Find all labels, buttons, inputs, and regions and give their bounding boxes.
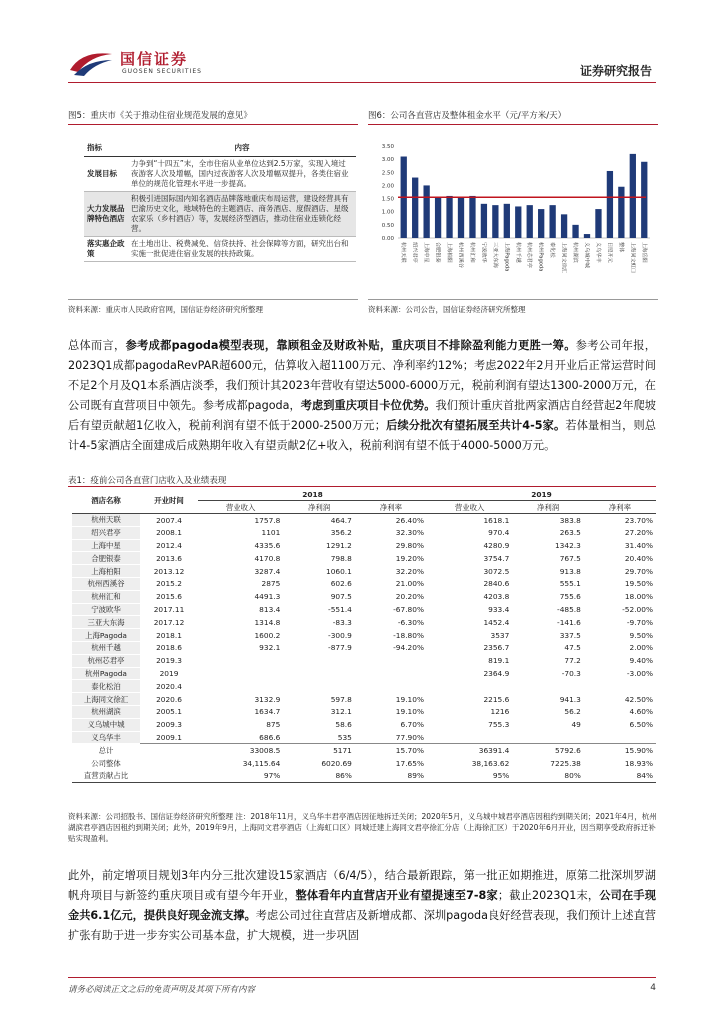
cell-open-date: 2017.12 bbox=[153, 617, 185, 627]
cell-rev-2019: 819.1 bbox=[488, 656, 510, 666]
page-number: 4 bbox=[650, 983, 656, 993]
cell-profit-2018: -300.9 bbox=[328, 630, 352, 640]
cell-profit-2019: 767.5 bbox=[559, 553, 581, 563]
fig6-source-line bbox=[368, 299, 658, 300]
policy-key: 落实惠企政策 bbox=[84, 236, 128, 261]
policy-content: 积极引进国际国内知名酒店品牌落地重庆布局运营，建设经营具有巴渝历史文化，地域特色的主题酒店、商务酒店、度假酒店、星级农家乐（乡村酒店）等，发展经济型酒店，推动住宿业连锁化经营。 bbox=[128, 191, 356, 236]
cell-profit-2018: 798.8 bbox=[330, 553, 352, 563]
table-header-row bbox=[72, 488, 656, 501]
footer-divider bbox=[68, 977, 656, 978]
cell-profit-2019: 941.3 bbox=[559, 694, 581, 704]
cell-hotel-name: 义乌华丰 bbox=[72, 731, 140, 744]
cell-rev-2018 bbox=[198, 667, 283, 680]
cell-rev-2019: 4280.9 bbox=[483, 541, 510, 551]
cell-margin-2018: -18.80% bbox=[393, 630, 424, 640]
y-tick-label: 0.00 bbox=[381, 236, 394, 242]
table-row bbox=[72, 757, 656, 770]
cell-profit-2018: 58.6 bbox=[335, 720, 352, 730]
cell-rev-2018: 1757.8 bbox=[254, 515, 281, 525]
cell-rev-2019: 38,163.62 bbox=[471, 758, 510, 768]
cell-rev-2019: 36391.4 bbox=[427, 744, 512, 757]
cell-open-date: 2019 bbox=[159, 669, 179, 679]
table-row bbox=[72, 770, 656, 783]
cell-rev-2019 bbox=[427, 731, 512, 744]
cell-margin-2019: 27.20% bbox=[624, 528, 653, 538]
para2-text-3: 考虑公司过往直营店及新增成都、深圳pagoda良好经营表现，我们预计上述直营扩张有助于进一步夯实公司基本盘，扩大规模，进一步巩固 bbox=[68, 909, 656, 942]
cell-rev-2019: 3537 bbox=[490, 630, 510, 640]
bar bbox=[446, 196, 452, 238]
cell-rev-2018: 875 bbox=[266, 720, 281, 730]
cell-rev-2018: 932.1 bbox=[259, 643, 281, 653]
cell-margin-2018: 6.70% bbox=[400, 720, 424, 730]
cell-margin-2019: 23.70% bbox=[624, 515, 653, 525]
policy-row bbox=[84, 191, 356, 236]
cell-hotel-name: 杭州芯君亭 bbox=[72, 654, 140, 667]
para2-text-2: ；截止2023Q1末， bbox=[497, 889, 600, 902]
cell-hotel-name: 宁波欧华 bbox=[72, 603, 140, 616]
para1-text-3: 我们预计重庆首批两家酒店自经营起2年爬坡后有望贡献超1亿收入，税前利润有望不低于2000-2500万元； bbox=[68, 399, 656, 432]
cell-profit-2018: -83.3 bbox=[332, 617, 352, 627]
bar bbox=[607, 171, 613, 238]
fig6-source: 资料来源：公司公告，国信证券经济研究所整理 bbox=[368, 305, 526, 314]
bar bbox=[584, 234, 590, 238]
cell-rev-2018: 33008.5 bbox=[198, 744, 283, 757]
cell-margin-2018: -67.80% bbox=[393, 605, 424, 615]
bar bbox=[412, 178, 418, 238]
y-tick-label: 2.00 bbox=[381, 183, 394, 190]
bar bbox=[527, 205, 533, 238]
x-tick-label: 宁波欧华 bbox=[480, 242, 487, 263]
cell-margin-2018: 32.20% bbox=[395, 566, 424, 576]
cell-open-date bbox=[140, 757, 198, 770]
rent-bar-chart bbox=[368, 138, 658, 298]
cell-margin-2019: 9.40% bbox=[629, 656, 653, 666]
bar bbox=[492, 205, 498, 238]
col-year-2018: 2018 bbox=[198, 488, 427, 501]
cell-profit-2018: 464.7 bbox=[330, 515, 352, 525]
cell-profit-2019: 263.5 bbox=[559, 528, 581, 538]
cell-rev-2018 bbox=[198, 680, 283, 693]
cell-rev-2018: 686.6 bbox=[259, 732, 281, 742]
cell-rev-2019: 3072.5 bbox=[483, 566, 510, 576]
cell-profit-2018: 6020.69 bbox=[321, 758, 352, 768]
para1-text-4: 若体量相当，则总计4-5家酒店全面建成后成熟期年收入有望贡献2亿+收入，税前利润有望不低于4000-5000万元。 bbox=[68, 419, 656, 452]
cell-margin-2018 bbox=[355, 680, 427, 693]
cell-hotel-name: 绍兴君亭 bbox=[72, 526, 140, 539]
fig5-source-line bbox=[68, 299, 358, 300]
cell-rev-2018: 34,115.64 bbox=[242, 758, 281, 768]
col-profit-2018: 净利润 bbox=[283, 501, 355, 514]
bar bbox=[641, 162, 647, 238]
cell-profit-2019: -485.8 bbox=[557, 605, 581, 615]
bar bbox=[618, 187, 624, 238]
para1-text-1: 总体而言， bbox=[68, 339, 126, 352]
cell-hotel-name: 杭州湖滨 bbox=[72, 706, 140, 719]
cell-profit-2019: -141.6 bbox=[557, 617, 581, 627]
fig5-caption: 图5：重庆市《关于推动住宿业规范发展的意见》 bbox=[68, 111, 252, 121]
table-row bbox=[72, 654, 656, 667]
x-tick-label: 上海同文虹口 bbox=[629, 242, 636, 274]
col-margin-2019: 净利率 bbox=[584, 501, 656, 514]
x-tick-label: 上海Pagoda bbox=[503, 242, 510, 272]
cell-profit-2019: 7225.38 bbox=[550, 758, 581, 768]
bar bbox=[630, 154, 636, 238]
cell-margin-2018: -94.20% bbox=[393, 643, 424, 653]
header-divider bbox=[68, 82, 656, 83]
cell-rev-2018: 3132.9 bbox=[254, 694, 281, 704]
cell-rev-2019: 3754.7 bbox=[483, 553, 510, 563]
expansion-paragraph bbox=[68, 866, 656, 946]
table-row bbox=[72, 603, 656, 616]
cell-profit-2018: 597.8 bbox=[330, 694, 352, 704]
x-tick-label: 日照开元 bbox=[606, 242, 613, 263]
table-row bbox=[72, 526, 656, 539]
cell-rev-2018: 2875 bbox=[261, 579, 281, 589]
x-tick-label: 上海同文徐汇 bbox=[560, 242, 567, 274]
x-tick-label: 三亚大东海 bbox=[491, 242, 498, 268]
table-row bbox=[72, 616, 656, 629]
cell-open-date: 2009.3 bbox=[156, 720, 182, 730]
cell-rev-2019: 755.3 bbox=[488, 720, 510, 730]
cell-open-date: 2019.3 bbox=[156, 656, 182, 666]
cell-rev-2019 bbox=[427, 680, 512, 693]
cell-rev-2018: 3287.4 bbox=[254, 566, 281, 576]
x-tick-label: 杭州千越 bbox=[514, 242, 521, 263]
bar bbox=[423, 185, 429, 238]
cell-profit-2019: 77.2 bbox=[564, 656, 581, 666]
cell-margin-2019: 9.50% bbox=[629, 630, 653, 640]
cell-open-date: 2017.11 bbox=[153, 605, 185, 615]
table-row bbox=[72, 565, 656, 578]
cell-rev-2019: 4203.8 bbox=[483, 592, 510, 602]
table1-source-note: 资料来源：公司招股书、国信证券经济研究所整理 注：2018年11月，义乌华丰君亭酒店因征地拆迁关闭；2020年5月，义乌城中城君亭酒店因租约到期关闭；2021年4月，杭州湖滨君亭酒店因租约到期关闭；此外，2019年9月，上海同文君亭酒店（上海虹口区）同城迁建上海同文君亭徐汇分店（上海徐汇区）于2020年6月开业，因当期享受政府拆迁补贴实现盈利。 bbox=[68, 812, 657, 843]
x-tick-label: 杭州芯君亭 bbox=[526, 242, 533, 268]
cell-profit-2019: -70.3 bbox=[561, 669, 581, 679]
x-tick-label: 杭州Pagoda bbox=[537, 242, 544, 272]
para1-bold-3: 后续分批次有望拓展至共计4-5家。 bbox=[385, 419, 566, 432]
cell-margin-2018: -6.30% bbox=[397, 617, 424, 627]
bar bbox=[538, 209, 544, 238]
cell-margin-2019: 18.93% bbox=[624, 758, 653, 768]
cell-margin-2018: 19.20% bbox=[395, 553, 424, 563]
y-tick-label: 1.00 bbox=[381, 209, 394, 216]
cell-margin-2019: 19.50% bbox=[624, 579, 653, 589]
col-hotel-name: 酒店名称 bbox=[72, 488, 140, 514]
cell-profit-2019 bbox=[512, 680, 584, 693]
cell-rev-2018: 1101 bbox=[261, 528, 281, 538]
cell-profit-2019: 913.8 bbox=[559, 566, 581, 576]
logo-text-cn: 国信证券 bbox=[120, 50, 189, 68]
fig5-caption-line bbox=[68, 124, 358, 125]
cell-profit-2018: 907.5 bbox=[330, 592, 352, 602]
bar bbox=[572, 225, 578, 238]
cell-margin-2019 bbox=[584, 731, 656, 744]
cell-rev-2018 bbox=[198, 654, 283, 667]
cell-margin-2019: -3.00% bbox=[626, 669, 653, 679]
cell-margin-2018: 17.65% bbox=[395, 758, 424, 768]
cell-margin-2018: 32.30% bbox=[395, 528, 424, 538]
cell-hotel-name: 义乌城中城 bbox=[72, 718, 140, 731]
policy-row bbox=[84, 156, 356, 191]
cell-open-date: 2015.6 bbox=[156, 592, 182, 602]
cell-profit-2019: 56.2 bbox=[564, 707, 581, 717]
cell-rev-2018: 813.4 bbox=[259, 605, 281, 615]
bar bbox=[435, 197, 441, 238]
cell-profit-2019: 755.6 bbox=[559, 592, 581, 602]
policy-row bbox=[84, 236, 356, 261]
cell-open-date: 2008.1 bbox=[156, 528, 182, 538]
cell-rev-2018: 4491.3 bbox=[254, 592, 281, 602]
cell-rev-2019: 2215.6 bbox=[483, 694, 510, 704]
fig6-caption: 图6：公司各直营店及整体租金水平（元/平方米/天） bbox=[368, 111, 567, 121]
x-tick-label: 杭州西溪谷 bbox=[457, 242, 464, 268]
policy-header-key: 指标 bbox=[84, 140, 128, 156]
bar bbox=[504, 204, 510, 238]
table-row bbox=[72, 744, 656, 757]
cell-margin-2019: -9.70% bbox=[626, 617, 653, 627]
summary-paragraph bbox=[68, 336, 656, 456]
cell-margin-2019: 6.50% bbox=[629, 720, 653, 730]
cell-hotel-name: 杭州汇和 bbox=[72, 590, 140, 603]
cell-profit-2018: 1291.2 bbox=[326, 541, 352, 551]
cell-profit-2018: 356.2 bbox=[330, 528, 352, 538]
cell-hotel-name: 上海同文徐汇 bbox=[72, 693, 140, 706]
cell-margin-2019: 84% bbox=[584, 770, 656, 783]
cell-margin-2019: 15.90% bbox=[584, 744, 656, 757]
table-row bbox=[72, 539, 656, 552]
cell-open-date: 2009.1 bbox=[156, 732, 182, 742]
cell-open-date: 2013.12 bbox=[153, 566, 185, 576]
cell-profit-2018: 312.1 bbox=[330, 707, 352, 717]
cell-open-date: 2020.6 bbox=[156, 694, 182, 704]
table-row bbox=[72, 706, 656, 719]
cell-rev-2019: 1618.1 bbox=[483, 515, 510, 525]
cell-margin-2018: 21.00% bbox=[395, 579, 424, 589]
cell-profit-2019: 383.8 bbox=[559, 515, 581, 525]
policy-table bbox=[84, 140, 356, 262]
cell-hotel-name: 直营贡献占比 bbox=[72, 770, 140, 783]
cell-hotel-name: 杭州Pagoda bbox=[72, 667, 140, 680]
cell-rev-2018: 4170.8 bbox=[254, 553, 281, 563]
cell-rev-2019: 1216 bbox=[490, 707, 510, 717]
cell-profit-2018 bbox=[283, 667, 355, 680]
policy-content: 力争到“十四五”末，全市住宿从业单位达到2.5万家，实现入境过夜游客人次及增幅，国内过夜游客人次及增幅双提升，各类住宿业单位的规范化管理水平进一步提高。 bbox=[128, 156, 356, 191]
cell-profit-2018: 535 bbox=[337, 732, 352, 742]
x-tick-label: 泰化松 bbox=[549, 242, 556, 258]
bar bbox=[458, 197, 464, 238]
cell-margin-2018: 77.90% bbox=[395, 732, 424, 742]
table1-caption: 表1：疫前公司各直营门店收入及业绩表现 bbox=[68, 476, 227, 486]
bar bbox=[515, 206, 521, 238]
cell-hotel-name: 上海柏阳 bbox=[72, 565, 140, 578]
col-year-2019: 2019 bbox=[427, 488, 656, 501]
col-open-date: 开业时间 bbox=[140, 488, 198, 514]
col-revenue-2019: 营业收入 bbox=[427, 501, 512, 514]
cell-margin-2018: 26.40% bbox=[395, 515, 424, 525]
guosen-logo-icon bbox=[68, 48, 114, 78]
table-row bbox=[72, 552, 656, 565]
cell-rev-2018: 4335.6 bbox=[254, 541, 281, 551]
table-row bbox=[72, 590, 656, 603]
cell-hotel-name: 泰化松泊 bbox=[72, 680, 140, 693]
cell-open-date: 2020.4 bbox=[156, 681, 182, 691]
cell-hotel-name: 上海Pagoda bbox=[72, 629, 140, 642]
cell-rev-2018: 1314.8 bbox=[254, 617, 281, 627]
cell-open-date bbox=[140, 744, 198, 757]
cell-profit-2018: 1060.1 bbox=[326, 566, 352, 576]
policy-key: 发展目标 bbox=[84, 156, 128, 191]
col-profit-2019: 净利润 bbox=[512, 501, 584, 514]
x-tick-label: 义乌城中城 bbox=[583, 242, 590, 268]
cell-profit-2019: 5792.6 bbox=[512, 744, 584, 757]
para2-text-1: 此外，前定增项目规划3年内分三批次建设15家酒店（6/4/5），结合最新跟踪，第一批正如期推进，原第二批深圳罗湖帆舟项目与新签约重庆项目或有望今年开业， bbox=[68, 869, 656, 902]
cell-hotel-name: 上海中星 bbox=[72, 539, 140, 552]
cell-profit-2018 bbox=[283, 654, 355, 667]
y-tick-label: 0.50 bbox=[381, 222, 394, 229]
cell-rev-2019: 95% bbox=[427, 770, 512, 783]
cell-margin-2018: 20.20% bbox=[395, 592, 424, 602]
cell-profit-2019: 47.5 bbox=[564, 643, 581, 653]
x-tick-label: 义乌华丰 bbox=[594, 242, 601, 263]
cell-margin-2019: 29.70% bbox=[624, 566, 653, 576]
cell-rev-2019: 970.4 bbox=[488, 528, 510, 538]
cell-open-date: 2015.2 bbox=[156, 579, 182, 589]
y-tick-label: 2.50 bbox=[381, 170, 394, 177]
cell-hotel-name: 合肥银泰 bbox=[72, 552, 140, 565]
cell-hotel-name: 公司整体 bbox=[91, 758, 121, 768]
cell-open-date: 2005.1 bbox=[156, 707, 182, 717]
cell-open-date: 2007.4 bbox=[156, 515, 182, 525]
cell-profit-2018: 602.6 bbox=[330, 579, 352, 589]
table-row bbox=[72, 718, 656, 731]
cell-rev-2018: 97% bbox=[198, 770, 283, 783]
table-row bbox=[72, 514, 656, 527]
table-row bbox=[72, 731, 656, 744]
policy-content: 在土地出让、税费减免、信贷扶持、社会保障等方面，研究出台和实施一批促进住宿业发展的扶持政策。 bbox=[128, 236, 356, 261]
x-tick-label: 绍兴君亭 bbox=[411, 242, 418, 263]
cell-profit-2018: 5171 bbox=[283, 744, 355, 757]
logo-text-en: GUOSEN SECURITIES bbox=[122, 68, 202, 75]
cell-margin-2019 bbox=[584, 680, 656, 693]
x-tick-label: 杭州天联 bbox=[400, 242, 407, 263]
x-tick-label: 杭州湖滨 bbox=[572, 242, 579, 263]
table-row bbox=[72, 642, 656, 655]
cell-profit-2019: 80% bbox=[512, 770, 584, 783]
x-tick-label: 上海柏阳 bbox=[446, 242, 453, 263]
para1-text-2: 参考公司年报，2023Q1成都pagodaRevPAR超600元，估算收入超1100万元、净利率约12%；考虑2022年2月开业后正常运营时间不足2个月及Q1本系酒店淡季，我们预计其2023年营收有望达5000-6000万元，税前利润有望达1300-2000万元，在公司既有直营项目中领先。参考成都pagoda， bbox=[68, 339, 656, 412]
cell-rev-2018: 1600.2 bbox=[254, 630, 281, 640]
cell-margin-2018: 29.80% bbox=[395, 541, 424, 551]
cell-open-date bbox=[140, 770, 198, 783]
cell-margin-2019: 4.60% bbox=[629, 707, 653, 717]
cell-profit-2018: 86% bbox=[283, 770, 355, 783]
fig5-source: 资料来源：重庆市人民政府官网，国信证券经济研究所整理 bbox=[68, 305, 263, 314]
cell-profit-2018 bbox=[283, 680, 355, 693]
y-tick-label: 3.50 bbox=[381, 144, 394, 150]
cell-rev-2019: 2364.9 bbox=[483, 669, 510, 679]
bar bbox=[469, 196, 475, 238]
cell-rev-2019: 2840.6 bbox=[483, 579, 510, 589]
bar bbox=[549, 205, 555, 238]
cell-hotel-name: 三亚大东海 bbox=[72, 616, 140, 629]
cell-hotel-name: 杭州千越 bbox=[72, 642, 140, 655]
cell-open-date: 2018.6 bbox=[156, 643, 182, 653]
cell-profit-2019 bbox=[512, 731, 584, 744]
y-tick-label: 1.50 bbox=[381, 196, 394, 203]
cell-hotel-name: 杭州西溪谷 bbox=[72, 578, 140, 591]
cell-margin-2018: 19.10% bbox=[395, 707, 424, 717]
col-revenue-2018: 营业收入 bbox=[198, 501, 283, 514]
para2-bold-2: 公司在手现金共6.1亿元，提供良好现金流支撑。 bbox=[68, 889, 656, 922]
cell-profit-2018: -551.4 bbox=[328, 605, 352, 615]
x-tick-label: 合肥银泰 bbox=[434, 242, 441, 263]
cell-margin-2019: 18.00% bbox=[624, 592, 653, 602]
x-tick-label: 上海岳阳 bbox=[640, 242, 647, 263]
store-performance-table bbox=[72, 488, 656, 783]
y-tick-label: 3.00 bbox=[381, 157, 394, 164]
policy-header-content: 内容 bbox=[128, 140, 356, 156]
bar bbox=[481, 204, 487, 238]
cell-rev-2019: 933.4 bbox=[488, 605, 510, 615]
cell-margin-2018: 19.10% bbox=[395, 694, 424, 704]
x-tick-label: 杭州汇和 bbox=[468, 242, 475, 263]
x-tick-label: 上海中星 bbox=[423, 242, 430, 263]
para2-bold-1: 整体看年内直营店开业有望提速至7-8家 bbox=[295, 889, 498, 902]
table-row bbox=[72, 578, 656, 591]
cell-rev-2019: 1452.4 bbox=[483, 617, 510, 627]
cell-margin-2019: -52.00% bbox=[622, 605, 653, 615]
table1-caption-line bbox=[68, 486, 656, 487]
cell-open-date: 2013.6 bbox=[156, 553, 182, 563]
cell-margin-2019: 2.00% bbox=[629, 643, 653, 653]
cell-margin-2018: 89% bbox=[355, 770, 427, 783]
footer-disclaimer: 请务必阅读正文之后的免责声明及其项下所有内容 bbox=[68, 985, 256, 995]
policy-key: 大力发展品牌特色酒店 bbox=[84, 191, 128, 236]
para1-bold-1: 参考成都pagoda模型表现，靠顾租金及财政补贴，重庆项目不排除盈利能力更胜一筹。 bbox=[125, 339, 576, 352]
cell-hotel-name: 杭州天联 bbox=[72, 514, 140, 527]
x-tick-label: 整体 bbox=[617, 242, 624, 253]
cell-rev-2018: 1634.7 bbox=[254, 707, 281, 717]
col-margin-2018: 净利率 bbox=[355, 501, 427, 514]
cell-margin-2018: 15.70% bbox=[355, 744, 427, 757]
table-row bbox=[72, 693, 656, 706]
cell-rev-2019: 2356.7 bbox=[483, 643, 510, 653]
bar bbox=[595, 209, 601, 238]
table-row bbox=[72, 680, 656, 693]
table-row bbox=[72, 667, 656, 680]
cell-profit-2019: 1342.3 bbox=[554, 541, 581, 551]
fig6-caption-line bbox=[368, 124, 658, 125]
cell-margin-2018 bbox=[355, 654, 427, 667]
para1-bold-2: 考虑到重庆项目卡位优势。 bbox=[300, 399, 436, 412]
cell-margin-2019: 31.40% bbox=[624, 541, 653, 551]
bar bbox=[561, 214, 567, 238]
cell-profit-2018: -877.9 bbox=[328, 643, 352, 653]
cell-open-date: 2012.4 bbox=[156, 541, 182, 551]
report-type-title: 证券研究报告 bbox=[579, 64, 652, 78]
cell-margin-2019: 42.50% bbox=[624, 694, 653, 704]
cell-open-date: 2018.1 bbox=[156, 630, 182, 640]
cell-hotel-name: 总计 bbox=[72, 744, 140, 757]
table-row bbox=[72, 629, 656, 642]
guosen-logo bbox=[68, 46, 258, 82]
cell-profit-2019: 49 bbox=[571, 720, 581, 730]
cell-margin-2018 bbox=[355, 667, 427, 680]
cell-profit-2019: 337.5 bbox=[559, 630, 581, 640]
cell-profit-2019: 555.1 bbox=[559, 579, 581, 589]
cell-margin-2019: 20.40% bbox=[624, 553, 653, 563]
